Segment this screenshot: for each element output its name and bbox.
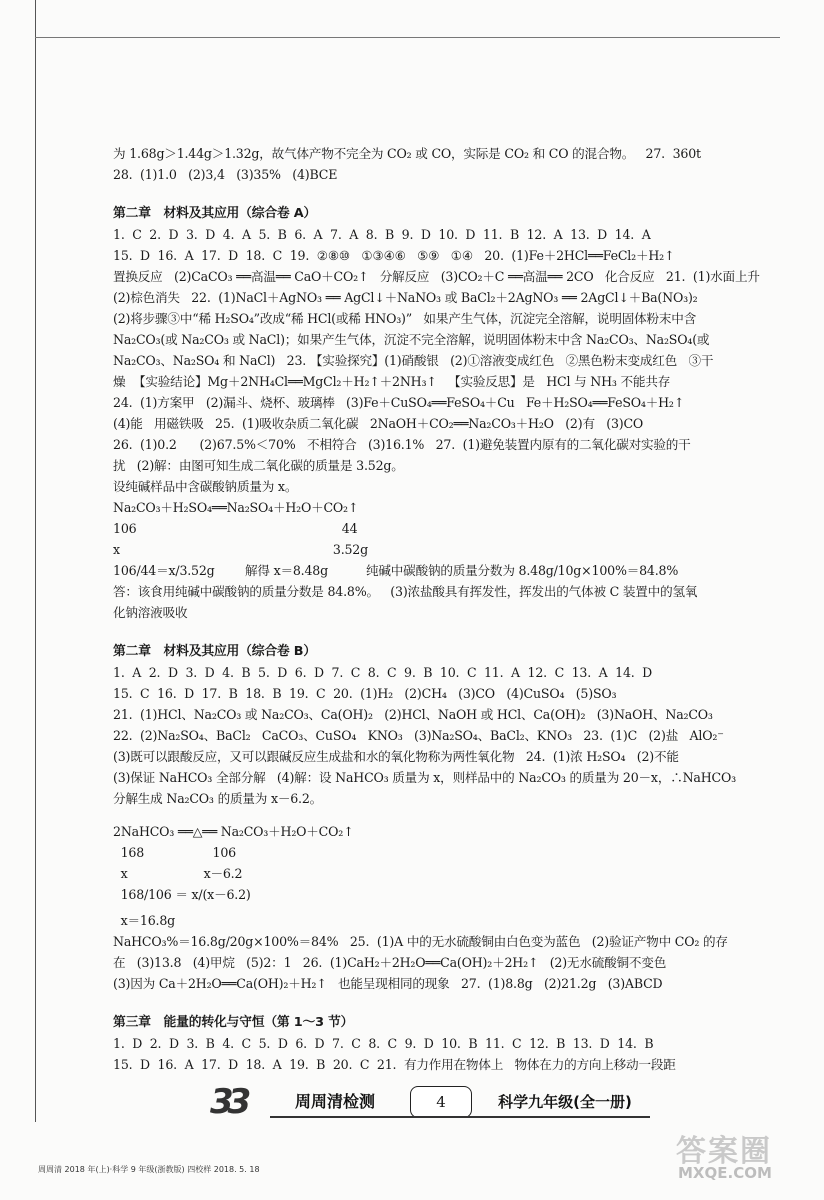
text-line: 2NaHCO₃ ══△══ Na₂CO₃＋H₂O＋CO₂↑ — [113, 824, 354, 839]
watermark — [676, 1126, 786, 1190]
text-line: (2)将步骤③中“稀 H₂SO₄”改成“稀 HCl(或稀 HNO₃)” 如果产生气体，沉淀完全溶解，说明固体粉末中含 — [113, 311, 697, 326]
text-line: x＝16.8g — [113, 913, 176, 928]
section-heading: 第二章 材料及其应用（综合卷 B） — [113, 644, 316, 659]
text-line: 1. D 2. D 3. B 4. C 5. D 6. D 7. C 8. C 9. D 10. B 11. C 12. B 13. D 14. B — [113, 1036, 654, 1051]
text-line: 扰 (2)解：由图可知生成二氧化碳的质量是 3.52g。 — [113, 458, 404, 473]
text-line: Na₂CO₃(或 Na₂CO₃ 或 NaCl)；如果产生气体，沉淀不完全溶解，说明固体粉末中含 Na₂CO₃、Na₂SO₄(或 — [113, 332, 710, 347]
footer-divider — [270, 1116, 650, 1118]
text-line: 置换反应 (2)CaCO₃ ══高温══ CaO＋CO₂↑ 分解反应 (3)CO₂＋C ══高温══ 2CO 化合反应 21. (1)水面上升 — [113, 269, 760, 284]
text-line: 106/44＝x/3.52g 解得 x＝8.48g 纯碱中碳酸钠的质量分数为 8.48g/10g×100%＝84.8% — [113, 563, 679, 578]
text-line: 22. (2)Na₂SO₄、BaCl₂ CaCO₃、CuSO₄ KNO₃ (3)Na₂SO₄、BaCl₂、KNO₃ 23. (1)C (2)盐 AlO₂⁻ — [113, 728, 724, 743]
text-line: x x－6.2 — [113, 866, 243, 881]
text-line: (3)保证 NaHCO₃ 全部分解 (4)解：设 NaHCO₃ 质量为 x，则样品中的 Na₂CO₃ 的质量为 20－x，∴NaHCO₃ — [113, 770, 736, 785]
text-line: 1. C 2. D 3. D 4. A 5. B 6. A 7. A 8. B 9. D 10. D 11. B 12. A 13. D 14. A — [113, 227, 651, 242]
text-line: Na₂CO₃＋H₂SO₄══Na₂SO₄＋H₂O＋CO₂↑ — [113, 500, 359, 515]
text-line: 化钠溶液吸收 — [113, 605, 188, 620]
watermark-text: 答案圈 — [676, 1134, 772, 1169]
text-line: 21. (1)HCl、Na₂CO₃ 或 Na₂CO₃、Ca(OH)₂ (2)HCl、NaOH 或 HCl、Ca(OH)₂ (3)NaOH、Na₂CO₃ — [113, 707, 713, 722]
text-line: (3)既可以跟酸反应，又可以跟碱反应生成盐和水的氧化物称为两性氧化物 24. (1)浓 H₂SO₄ (2)不能 — [113, 749, 679, 764]
page-footer — [210, 1082, 650, 1122]
text-line: 168 106 — [113, 845, 236, 860]
text-line: (2)棕色消失 22. (1)NaCl＋AgNO₃ ══ AgCl↓＋NaNO₃ 或 BaCl₂＋2AgNO₃ ══ 2AgCl↓＋Ba(NO₃)₂ — [113, 290, 698, 305]
text-line: NaHCO₃%＝16.8g/20g×100%＝84% 25. (1)A 中的无水硫酸铜由白色变为蓝色 (2)验证产物中 CO₂ 的存 — [113, 934, 728, 949]
text-line: 106 44 — [113, 521, 358, 536]
text-line: 15. D 16. A 17. D 18. A 19. B 20. C 21. 有力作用在物体上 物体在力的方向上移动一段距 — [113, 1057, 676, 1072]
text-line: 168/106 ＝ x/(x－6.2) — [113, 887, 251, 902]
text-line: 15. D 16. A 17. D 18. C 19. ②⑧⑩ ①③④⑥ ⑤⑨ ①④ 20. (1)Fe＋2HCl══FeCl₂＋H₂↑ — [113, 248, 675, 263]
text-line: 答：该食用纯碱中碳酸钠的质量分数是 84.8%。 (3)浓盐酸具有挥发性，挥发出的气体被 C 装置中的氢氧 — [113, 584, 698, 599]
text-line: 为 1.68g＞1.44g＞1.32g，故气体产物不完全为 CO₂ 或 CO，实际是 CO₂ 和 CO 的混合物。 27. 360t — [113, 146, 701, 161]
spacer — [113, 185, 763, 197]
text-line: (4)能 用磁铁吸 25. (1)吸收杂质二氧化碳 2NaOH＋CO₂══Na₂CO₃＋H₂O (2)有 (3)CO — [113, 416, 644, 431]
spacer — [113, 994, 763, 1006]
page-number: 4 — [410, 1086, 472, 1118]
text-line: 28. (1)1.0 (2)3,4 (3)35% (4)BCE — [113, 167, 338, 182]
text-line: 燥 【实验结论】Mg＋2NH₄Cl══MgCl₂＋H₂↑＋2NH₃↑ 【实验反思】是 HCl 与 NH₃ 不能共存 — [113, 374, 671, 389]
text-line: 1. A 2. D 3. D 4. B 5. D 6. D 7. C 8. C 9. B 10. C 11. A 12. C 13. A 14. D — [113, 665, 653, 680]
text-line: 设纯碱样品中含碳酸钠质量为 x。 — [113, 479, 298, 494]
series-title: 周周清检测 — [294, 1092, 375, 1111]
text-line: 26. (1)0.2 (2)67.5%＜70% 不相符合 (3)16.1% 27. (1)避免装置内原有的二氧化碳对实验的干 — [113, 437, 691, 452]
spacer — [113, 809, 763, 821]
page-frame-left — [35, 0, 36, 1122]
text-line: 分解生成 Na₂CO₃ 的质量为 x－6.2。 — [113, 791, 323, 806]
watermark-url: MXQE.COM — [678, 1164, 772, 1182]
book-title: 科学九年级(全一册) — [498, 1093, 632, 1111]
answer-content — [113, 143, 763, 1075]
page-frame-top — [35, 37, 780, 38]
spacer — [113, 623, 763, 635]
text-line: Na₂CO₃、Na₂SO₄ 和 NaCl) 23. 【实验探究】(1)硝酸银 (2)①溶液变成红色 ②黑色粉末变成红色 ③干 — [113, 353, 714, 368]
text-line: 24. (1)方案甲 (2)漏斗、烧杯、玻璃棒 (3)Fe＋CuSO₄══FeSO₄＋Cu Fe＋H₂SO₄══FeSO₄＋H₂↑ — [113, 395, 685, 410]
series-logo: 33 — [210, 1082, 246, 1122]
text-line: x 3.52g — [113, 542, 368, 557]
section-heading: 第二章 材料及其应用（综合卷 A） — [113, 206, 317, 221]
text-line: 在 (3)13.8 (4)甲烷 (5)2：1 26. (1)CaH₂＋2H₂O══Ca(OH)₂＋2H₂↑ (2)无水硫酸铜不变色 — [113, 955, 667, 970]
print-info: 周周清 2018 年(上)·科学 9 年级(浙教版) 四校样 2018. 5. 18 — [38, 1165, 260, 1174]
section-heading: 第三章 能量的转化与守恒（第 1～3 节） — [113, 1015, 354, 1030]
text-line: 15. C 16. D 17. B 18. B 19. C 20. (1)H₂ (2)CH₄ (3)CO (4)CuSO₄ (5)SO₃ — [113, 686, 617, 701]
text-line: (3)因为 Ca＋2H₂O══Ca(OH)₂＋H₂↑ 也能呈现相同的现象 27. (1)8.8g (2)21.2g (3)ABCD — [113, 976, 663, 991]
